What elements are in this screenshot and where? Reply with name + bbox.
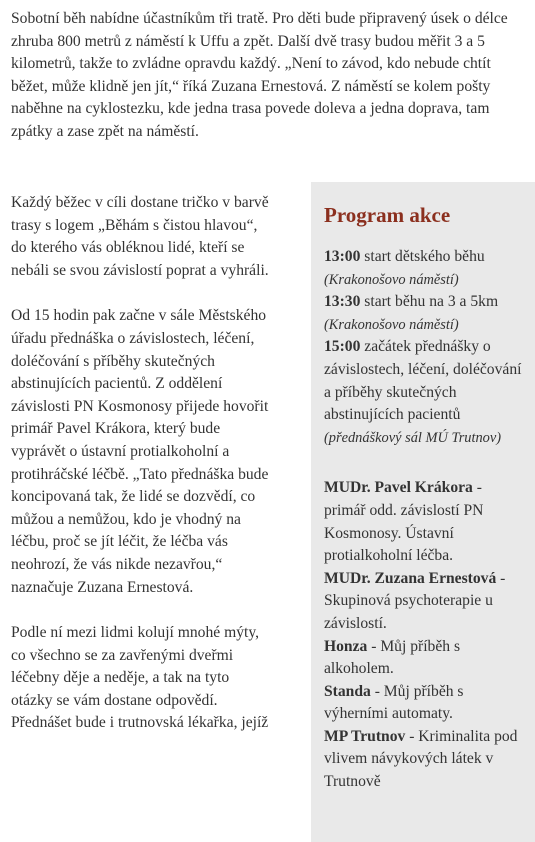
schedule-text: start běhu na 3 a 5km <box>360 293 499 311</box>
schedule-item <box>324 336 524 449</box>
schedule-text: start dětského běhu <box>360 248 485 265</box>
schedule-list <box>324 246 524 449</box>
schedule-item <box>324 246 524 291</box>
speaker-item <box>324 477 524 567</box>
schedule-text: začátek přednášky o závislostech, léčení, doléčování a příběhy skutečných abstinujících pacientů <box>324 338 522 424</box>
speaker-item <box>324 636 524 681</box>
article-body <box>11 192 273 758</box>
speaker-desc: - Můj příběh s alkoholem. <box>324 637 461 678</box>
speaker-name: MUDr. Pavel Krákora <box>324 479 473 497</box>
schedule-item <box>324 291 524 336</box>
schedule-place: (Krakonošovo náměstí) <box>324 316 459 333</box>
speaker-desc: - Kriminalita pod vlivem návykových látek v Trutnově <box>324 727 518 791</box>
schedule-time: 15:00 <box>324 338 361 356</box>
paragraph-lecture: Od 15 hodin pak začne v sále Městského úřadu přednáška o závislostech, léčení, doléčování s příběhy skutečných abstinujících pacientů. Z oddělení závislosti PN Kosmonosy přijede hovořit primář Pavel Krákora, který bude vyprávět o ústavní protialkoholní a protihráčské léčbě. „Tato přednáška bude koncipovaná tak, že lidé se dozvědí, co můžou a nemůžou, kdo je vhodný na léčbu, proč se jít léčit, že léčba vás neohrozí, že vás nikde nezavřou,“ naznačuje Zuzana Ernestová. <box>11 307 269 596</box>
speaker-name: Standa <box>324 682 371 700</box>
paragraph-myths: Podle ní mezi lidmi kolují mnohé mýty, co všechno se za zavřenými dveřmi léčebny děje a neděje, a tak na tyto otázky se vám dostane odpovědí. Přednášet bude i trutnovská lékařka, jejíž <box>11 624 269 732</box>
speaker-name: Honza <box>324 637 368 655</box>
sidebar-title: Program akce <box>324 203 451 227</box>
schedule-place: (Krakonošovo náměstí) <box>324 271 459 288</box>
schedule-time: 13:30 <box>324 293 361 311</box>
intro-paragraph: Sobotní běh nabídne účastníkům tři tratě. Pro děti bude připravený úsek o délce zhruba 800 metrů z náměstí k Uffu a zpět. Další dvě trasy budou měřit 3 a 5 kilometrů, takže to zvládne opravdu každý. „Není to závod, kdo nebude chtít běžet, může klidně jen jít,“ říká Zuzana Ernestová. Z náměstí se kolem pošty naběhne na cyklostezku, kde jedna trasa povede doleva a jedna doprava, tam zpátky a zase zpět na náměstí. <box>11 10 508 140</box>
speaker-name: MUDr. Zuzana Ernestová <box>324 569 497 587</box>
speaker-item <box>324 726 524 794</box>
program-sidebar <box>311 182 535 842</box>
speaker-item <box>324 568 524 636</box>
speaker-desc: - Skupinová psychoterapie u závislostí. <box>324 569 506 632</box>
speaker-desc: - primář odd. závislostí PN Kosmonosy. Ústavní protialkoholní léčba. <box>324 479 484 565</box>
paragraph-tshirt: Každý běžec v cíli dostane tričko v barvě trasy s logem „Běhám s čistou hlavou“, do kterého vás obléknou lidé, kteří se nebáli se svou závislostí poprat a vyhráli. <box>11 194 269 279</box>
speaker-item <box>324 681 524 726</box>
speaker-name: MP Trutnov <box>324 727 406 745</box>
speaker-desc: - Můj příběh s výherními automaty. <box>324 682 464 723</box>
schedule-time: 13:00 <box>324 248 361 265</box>
speakers-list <box>324 477 524 793</box>
schedule-place: (přednáškový sál MÚ Trutnov) <box>324 429 502 446</box>
